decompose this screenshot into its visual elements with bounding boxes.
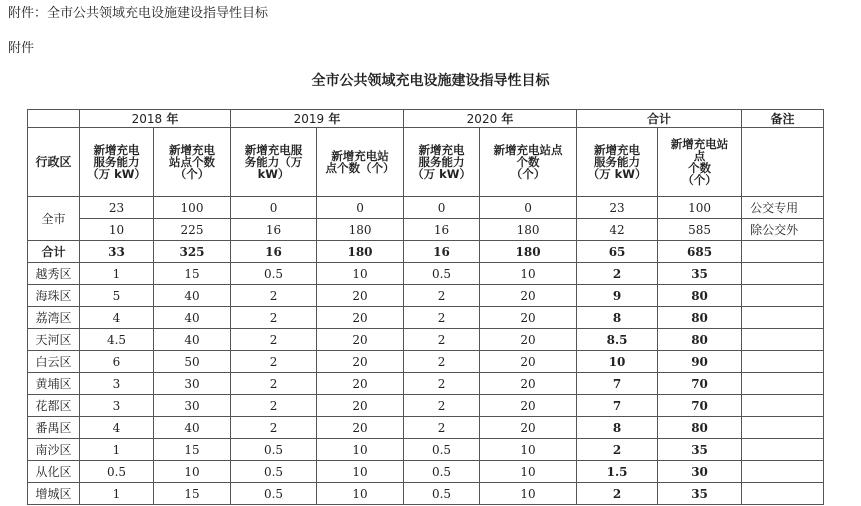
value-cell: 225 xyxy=(154,219,231,241)
value-cell: 20 xyxy=(480,373,577,395)
value-cell: 42 xyxy=(577,219,658,241)
district-header: 行政区 xyxy=(28,128,80,197)
value-cell: 16 xyxy=(404,219,480,241)
district-row xyxy=(28,351,824,373)
district-cell: 黄埔区 xyxy=(28,373,80,395)
district-cell: 合计 xyxy=(28,241,80,263)
remarks-cell: 除公交外 xyxy=(742,219,824,241)
value-cell: 0.5 xyxy=(404,483,480,505)
value-cell: 20 xyxy=(480,351,577,373)
city-row xyxy=(28,197,824,219)
district-row xyxy=(28,285,824,307)
value-cell: 2 xyxy=(404,373,480,395)
district-cell: 南沙区 xyxy=(28,439,80,461)
value-cell: 4 xyxy=(80,307,154,329)
value-cell: 20 xyxy=(317,373,404,395)
value-cell: 15 xyxy=(154,439,231,461)
value-cell: 20 xyxy=(480,395,577,417)
year-2019-header: 2019 年 xyxy=(231,110,404,128)
district-cell: 荔湾区 xyxy=(28,307,80,329)
value-cell: 585 xyxy=(658,219,742,241)
value-cell: 20 xyxy=(480,285,577,307)
value-cell: 20 xyxy=(317,351,404,373)
remarks-cell xyxy=(742,461,824,483)
value-cell: 0.5 xyxy=(231,263,317,285)
district-cell: 从化区 xyxy=(28,461,80,483)
remarks-cell xyxy=(742,417,824,439)
value-cell: 2 xyxy=(577,439,658,461)
district-row xyxy=(28,461,824,483)
value-cell: 2 xyxy=(231,285,317,307)
district-row xyxy=(28,263,824,285)
value-cell: 10 xyxy=(317,263,404,285)
remarks-cell xyxy=(742,373,824,395)
value-cell: 33 xyxy=(80,241,154,263)
year-header-row xyxy=(28,110,824,128)
remarks-cell xyxy=(742,395,824,417)
value-cell: 2 xyxy=(404,395,480,417)
col-2019-stations-header: 新增充电站 点个数（个） xyxy=(317,128,404,197)
value-cell: 10 xyxy=(480,461,577,483)
value-cell: 1 xyxy=(80,483,154,505)
value-cell: 10 xyxy=(577,351,658,373)
value-cell: 20 xyxy=(317,307,404,329)
district-cell: 增城区 xyxy=(28,483,80,505)
remarks-cell xyxy=(742,285,824,307)
value-cell: 0 xyxy=(317,197,404,219)
year-2020-header: 2020 年 xyxy=(404,110,577,128)
value-cell: 0.5 xyxy=(231,439,317,461)
district-row xyxy=(28,307,824,329)
col-2020-stations-header: 新增充电站点 个数 （个） xyxy=(480,128,577,197)
value-cell: 10 xyxy=(154,461,231,483)
value-cell: 40 xyxy=(154,285,231,307)
value-cell: 1 xyxy=(80,439,154,461)
remarks-cell xyxy=(742,439,824,461)
value-cell: 2 xyxy=(577,483,658,505)
value-cell: 180 xyxy=(480,219,577,241)
value-cell: 7 xyxy=(577,373,658,395)
value-cell: 30 xyxy=(154,395,231,417)
col-2020-capacity-header: 新增充电 服务能力 （万 kW） xyxy=(404,128,480,197)
value-cell: 2 xyxy=(231,307,317,329)
col-total-capacity-header: 新增充电 服务能力 （万 kW） xyxy=(577,128,658,197)
value-cell: 2 xyxy=(231,329,317,351)
blank-header-cell xyxy=(28,110,80,128)
district-cell: 白云区 xyxy=(28,351,80,373)
col-remarks-header xyxy=(742,128,824,197)
value-cell: 16 xyxy=(231,219,317,241)
value-cell: 20 xyxy=(317,417,404,439)
value-cell: 8 xyxy=(577,417,658,439)
value-cell: 23 xyxy=(577,197,658,219)
value-cell: 0.5 xyxy=(404,461,480,483)
value-cell: 80 xyxy=(658,417,742,439)
value-cell: 2 xyxy=(577,263,658,285)
remarks-cell xyxy=(742,307,824,329)
remarks-cell xyxy=(742,483,824,505)
value-cell: 0.5 xyxy=(404,263,480,285)
value-cell: 2 xyxy=(231,351,317,373)
col-2018-capacity-header: 新增充电 服务能力 （万 kW） xyxy=(80,128,154,197)
remarks-cell: 公交专用 xyxy=(742,197,824,219)
district-cell: 番禺区 xyxy=(28,417,80,439)
value-cell: 35 xyxy=(658,263,742,285)
value-cell: 10 xyxy=(480,439,577,461)
attachment-label: 附件 xyxy=(8,41,35,56)
value-cell: 0 xyxy=(404,197,480,219)
value-cell: 180 xyxy=(480,241,577,263)
value-cell: 16 xyxy=(231,241,317,263)
value-cell: 0.5 xyxy=(80,461,154,483)
remarks-cell xyxy=(742,329,824,351)
value-cell: 10 xyxy=(480,263,577,285)
value-cell: 10 xyxy=(480,483,577,505)
value-cell: 2 xyxy=(404,307,480,329)
value-cell: 2 xyxy=(404,417,480,439)
value-cell: 10 xyxy=(80,219,154,241)
table-body xyxy=(28,197,824,505)
value-cell: 685 xyxy=(658,241,742,263)
value-cell: 30 xyxy=(154,373,231,395)
column-header-row xyxy=(28,128,824,197)
value-cell: 2 xyxy=(404,285,480,307)
value-cell: 20 xyxy=(480,329,577,351)
district-row xyxy=(28,483,824,505)
value-cell: 80 xyxy=(658,285,742,307)
total-header: 合计 xyxy=(577,110,742,128)
value-cell: 1.5 xyxy=(577,461,658,483)
remarks-cell xyxy=(742,263,824,285)
district-cell: 海珠区 xyxy=(28,285,80,307)
value-cell: 6 xyxy=(80,351,154,373)
value-cell: 35 xyxy=(658,483,742,505)
district-cell: 天河区 xyxy=(28,329,80,351)
district-row xyxy=(28,329,824,351)
value-cell: 2 xyxy=(231,395,317,417)
value-cell: 4.5 xyxy=(80,329,154,351)
value-cell: 10 xyxy=(317,461,404,483)
value-cell: 40 xyxy=(154,417,231,439)
value-cell: 10 xyxy=(317,483,404,505)
district-row xyxy=(28,439,824,461)
value-cell: 35 xyxy=(658,439,742,461)
value-cell: 5 xyxy=(80,285,154,307)
value-cell: 20 xyxy=(480,417,577,439)
targets-table xyxy=(27,109,824,505)
value-cell: 90 xyxy=(658,351,742,373)
value-cell: 1 xyxy=(80,263,154,285)
value-cell: 15 xyxy=(154,263,231,285)
value-cell: 4 xyxy=(80,417,154,439)
value-cell: 15 xyxy=(154,483,231,505)
district-row xyxy=(28,417,824,439)
value-cell: 65 xyxy=(577,241,658,263)
value-cell: 30 xyxy=(658,461,742,483)
value-cell: 8 xyxy=(577,307,658,329)
district-row xyxy=(28,373,824,395)
value-cell: 70 xyxy=(658,395,742,417)
value-cell: 100 xyxy=(658,197,742,219)
value-cell: 7 xyxy=(577,395,658,417)
value-cell: 100 xyxy=(154,197,231,219)
value-cell: 3 xyxy=(80,395,154,417)
value-cell: 70 xyxy=(658,373,742,395)
value-cell: 16 xyxy=(404,241,480,263)
value-cell: 40 xyxy=(154,329,231,351)
value-cell: 2 xyxy=(231,373,317,395)
value-cell: 325 xyxy=(154,241,231,263)
value-cell: 0 xyxy=(480,197,577,219)
value-cell: 180 xyxy=(317,219,404,241)
value-cell: 80 xyxy=(658,329,742,351)
value-cell: 180 xyxy=(317,241,404,263)
value-cell: 2 xyxy=(404,329,480,351)
value-cell: 20 xyxy=(317,395,404,417)
table-title: 全市公共领域充电设施建设指导性目标 xyxy=(311,73,550,89)
col-total-stations-header: 新增充电站 点 个数 （个） xyxy=(658,128,742,197)
city-row xyxy=(28,219,824,241)
col-2018-stations-header: 新增充电 站点个数 （个） xyxy=(154,128,231,197)
value-cell: 20 xyxy=(317,329,404,351)
value-cell: 0.5 xyxy=(231,483,317,505)
value-cell: 0.5 xyxy=(231,461,317,483)
remarks-header: 备注 xyxy=(742,110,824,128)
remarks-cell xyxy=(742,351,824,373)
value-cell: 20 xyxy=(317,285,404,307)
district-cell: 全市 xyxy=(28,197,80,241)
value-cell: 0 xyxy=(231,197,317,219)
total-row xyxy=(28,241,824,263)
value-cell: 8.5 xyxy=(577,329,658,351)
value-cell: 40 xyxy=(154,307,231,329)
value-cell: 50 xyxy=(154,351,231,373)
col-2019-capacity-header: 新增充电服 务能力（万 kW） xyxy=(231,128,317,197)
document-header-line: 附件：全市公共领域充电设施建设指导性目标 xyxy=(8,6,269,21)
value-cell: 3 xyxy=(80,373,154,395)
value-cell: 10 xyxy=(317,439,404,461)
value-cell: 0.5 xyxy=(404,439,480,461)
district-row xyxy=(28,395,824,417)
district-cell: 越秀区 xyxy=(28,263,80,285)
district-cell: 花都区 xyxy=(28,395,80,417)
value-cell: 2 xyxy=(231,417,317,439)
year-2018-header: 2018 年 xyxy=(80,110,231,128)
value-cell: 2 xyxy=(404,351,480,373)
value-cell: 80 xyxy=(658,307,742,329)
value-cell: 23 xyxy=(80,197,154,219)
value-cell: 20 xyxy=(480,307,577,329)
value-cell: 9 xyxy=(577,285,658,307)
remarks-cell xyxy=(742,241,824,263)
